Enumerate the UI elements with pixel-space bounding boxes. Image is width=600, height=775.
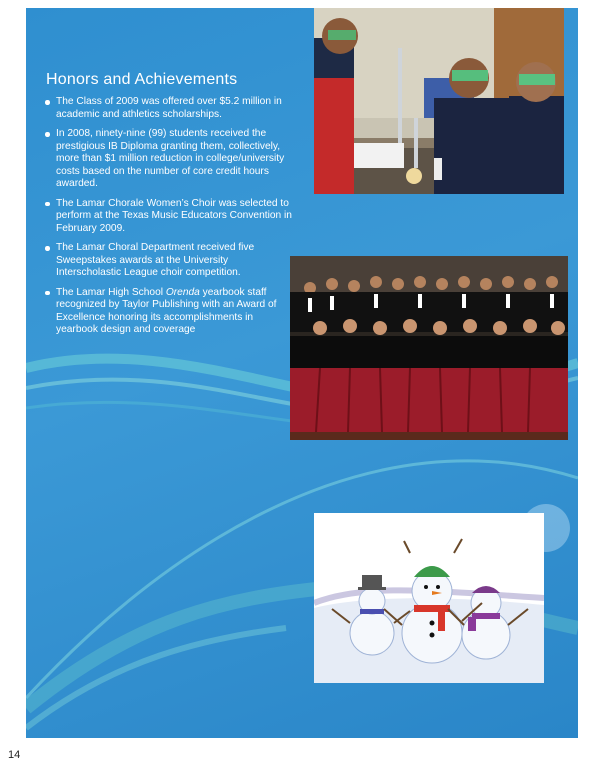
content-panel xyxy=(26,8,578,738)
achievements-list xyxy=(44,96,296,344)
achievement-text: yearbook staff recognized by Taylor Publishing with an Award of Excellence honoring its accomplishments in yearbook design and coverage xyxy=(56,286,277,335)
page-number: 14 xyxy=(8,749,21,761)
achievement-item xyxy=(44,287,296,337)
achievement-text: The Lamar High School xyxy=(56,286,166,298)
yearbook-name: Orenda xyxy=(165,286,200,298)
section-heading: Honors and Achievements xyxy=(46,71,238,89)
choir-photo xyxy=(290,256,568,440)
achievement-item: The Lamar Choral Department received five Sweepstakes awards at the University Interscholastic League choir competition. xyxy=(44,242,296,280)
achievement-item: The Lamar Chorale Women’s Choir was selected to perform at the Texas Music Educators Convention in February 2009. xyxy=(44,198,296,236)
snowmen-artwork xyxy=(314,513,544,683)
achievement-item: The Class of 2009 was offered over $5.2 million in academic and athletics scholarships. xyxy=(44,96,296,121)
achievement-item: In 2008, ninety-nine (99) students received the prestigious IB Diploma granting them, collectively, more than $1 million reduction in college/university costs based on the number of core credit hours awarded. xyxy=(44,128,296,191)
science-lab-photo xyxy=(314,8,564,194)
